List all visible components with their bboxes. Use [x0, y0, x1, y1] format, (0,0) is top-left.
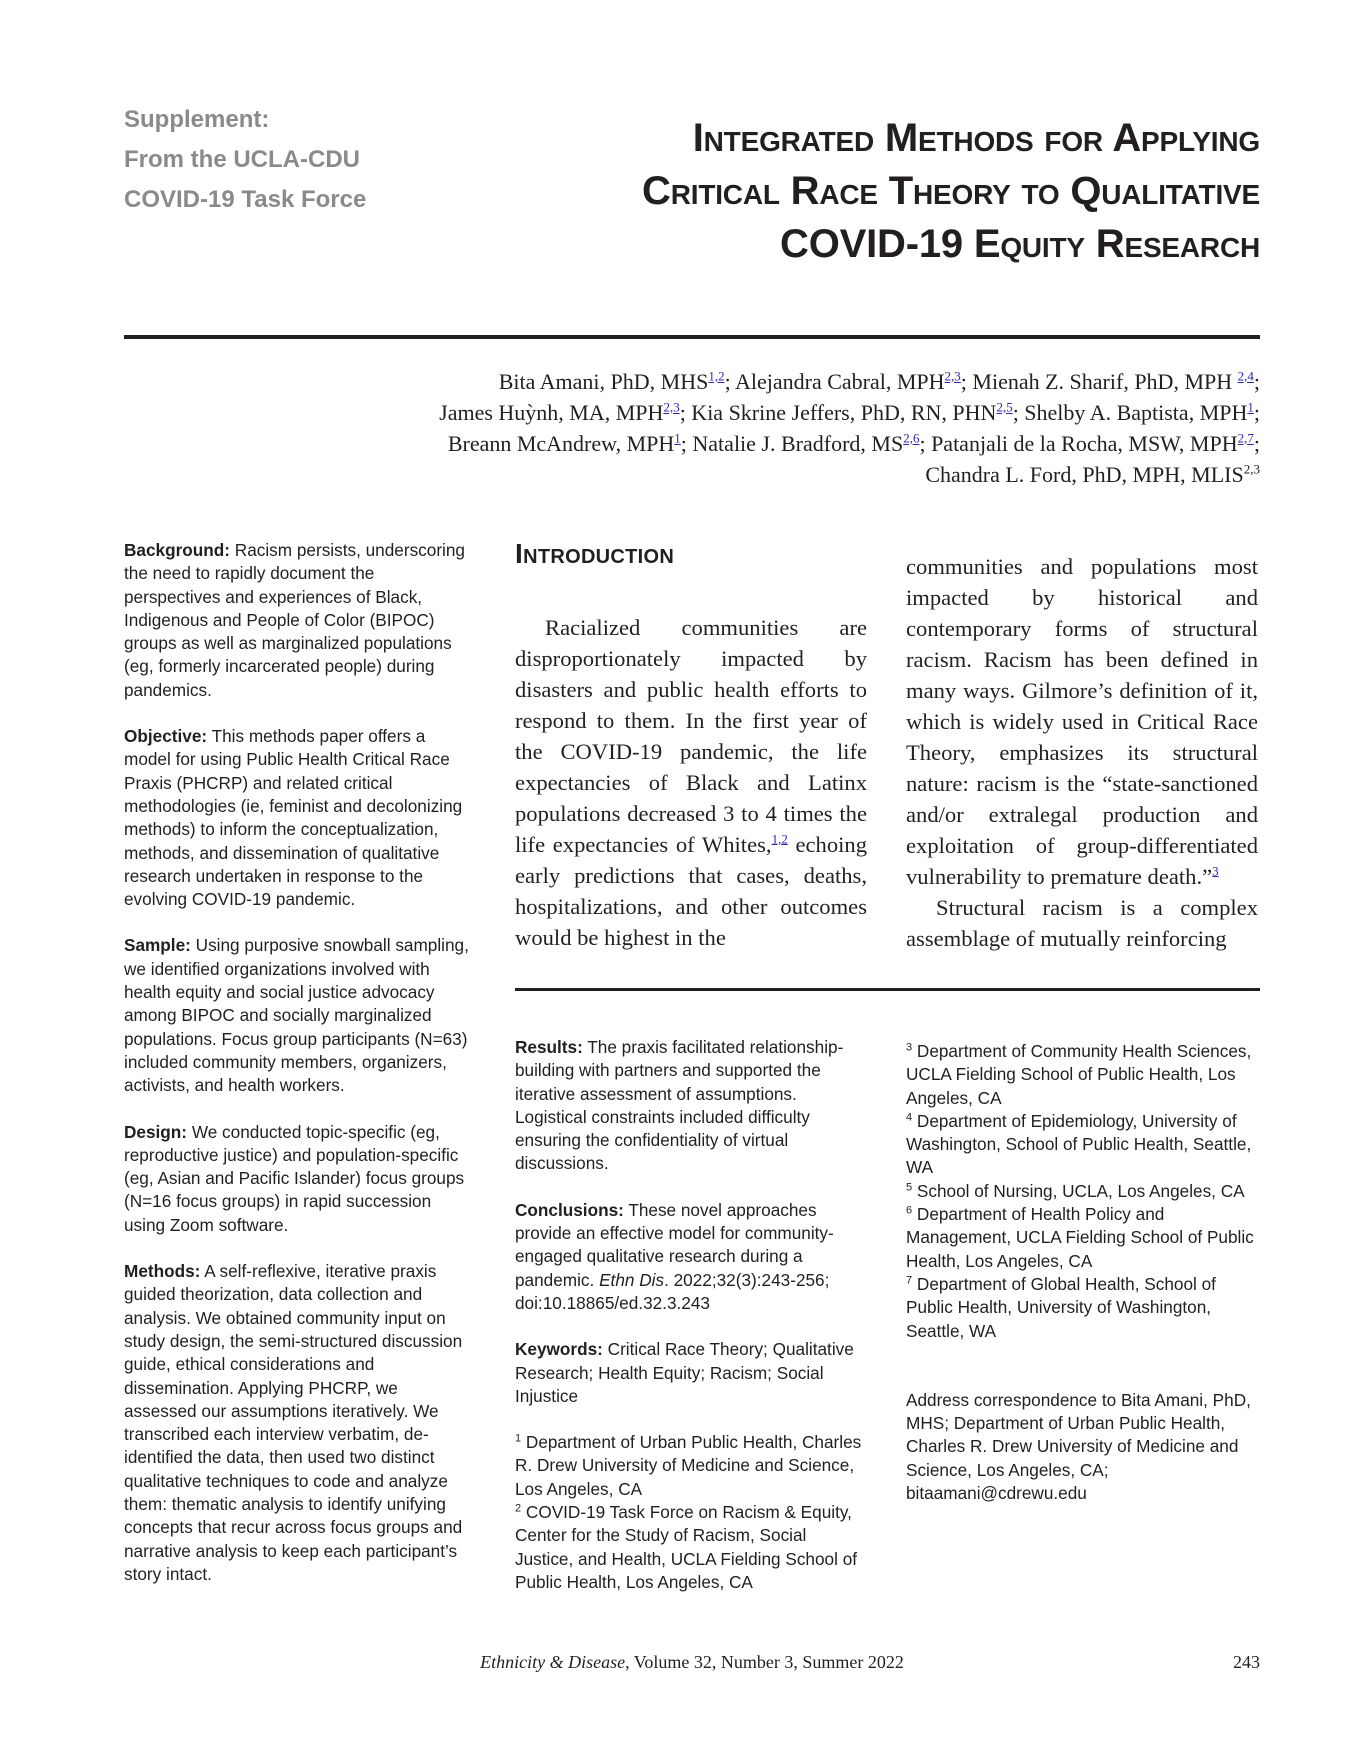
abstract-objective: Objective: This methods paper offers a model for using Public Health Critical Race Praxis (PHCRP) and related critical methodologies (ie, feminist and decolonizing methods) to inform the conceptualization, methods, and dissemination of qualitative research undertaken in response to the evolving COVID-19 pandemic.	[124, 726, 463, 910]
author-line: Breann McAndrew, MPH$^1$; Natalie J. Bradford, MS$^{2,6}$; Patanjali de la Rocha, MSW, MPH$^{2,7}$;	[447, 430, 1260, 456]
supplement-line: From the UCLA-CDU	[124, 146, 360, 173]
abstract-keywords: Keywords: Critical Race Theory; Qualitative Research; Health Equity; Racism; Social Injustice	[515, 1339, 854, 1406]
abstract-sample: Sample: Using purposive snowball sampling, we identified organizations involved with health equity and social justice advocacy among BIPOC and socially marginalized populations. Focus group participants (N=63) included community members, organizers, activists, and health workers.	[124, 935, 469, 1096]
affiliation-link[interactable]: 2,6	[903, 430, 920, 446]
supplement-line: Supplement:	[124, 106, 270, 133]
affiliation-note: $^4$ Department of Epidemiology, University of Washington, School of Public Health, Seattle, WA	[906, 1110, 1252, 1178]
affiliation-list	[515, 1431, 867, 1594]
affiliation-link[interactable]: 2,4	[1237, 368, 1254, 384]
author-line: Bita Amani, PhD, MHS$^{1,2}$; Alejandra Cabral, MPH$^{2,3}$; Mienah Z. Sharif, PhD, MPH $^{2,4}$;	[498, 368, 1260, 394]
affiliation-link[interactable]: 1	[674, 430, 681, 446]
affiliation-link[interactable]: 2,3	[663, 399, 680, 415]
body-text: echoing early predictions that cases, deaths, hospitalizations, and other outcomes would be highest in the	[515, 832, 867, 950]
abstract-background: Background: Racism persists, underscoring the need to rapidly document the perspectives and experiences of Black, Indigenous and People of Color (BIPOC) groups as well as marginalized populations (eg, formerly incarcerated people) during pandemics.	[124, 540, 465, 700]
page-footer	[124, 1652, 1260, 1673]
page-number: 243	[1233, 1652, 1260, 1672]
article-title	[540, 112, 1260, 271]
affiliation-link[interactable]: 1,2	[708, 368, 725, 384]
abstract-methods: Methods: A self-reflexive, iterative praxis guided theorization, data collection and analysis. We obtained community input on study design, the semi-structured discussion guide, ethical considerations and dissemination. Applying PHCRP, we assessed our assumptions iteratively. We transcribed each interview verbatim, de-identified the data, then used two distinct qualitative techniques to code and analyze them: thematic analysis to identify unifying concepts that recur across focus groups and narrative analysis to keep each participant’s story intact.	[124, 1261, 463, 1584]
abstract-continued	[515, 1036, 867, 1594]
citation-link[interactable]: 3	[1212, 863, 1219, 879]
affiliation-note: $^6$ Department of Health Policy and Management, UCLA Fielding School of Public Health, Los Angeles, CA	[906, 1204, 1254, 1271]
title-line: Critical Race Theory to Qualitative	[642, 169, 1260, 213]
affiliation-note: $^7$ Department of Global Health, School of Public Health, University of Washington, Seattle, WA	[906, 1273, 1216, 1341]
body-text: Structural racism is a complex assemblage of mutually reinforcing	[906, 895, 1258, 951]
author-list	[260, 366, 1260, 490]
affiliation-link[interactable]: 2,7	[1237, 430, 1254, 446]
affiliation-note: $^2$ COVID-19 Task Force on Racism & Equity, Center for the Study of Racism, Social Justice, and Health, UCLA Fielding School of Public Health, Los Angeles, CA	[515, 1502, 858, 1592]
affiliations-column	[906, 1040, 1258, 1505]
abstract-conclusions: Conclusions: These novel approaches provide an effective model for community-engaged qualitative research during a pandemic. Ethn Dis. 2022;32(3):243-256; doi:10.18865/ed.32.3.243	[515, 1199, 834, 1313]
section-divider	[515, 988, 1260, 991]
title-line: Integrated Methods for Applying	[692, 116, 1260, 160]
abstract-design: Design: We conducted topic-specific (eg, reproductive justice) and population-specific (eg, Asian and Pacific Islander) focus groups (N=16 focus groups) in rapid succession using Zoom software.	[124, 1121, 465, 1235]
body-text-column	[906, 551, 1258, 954]
affiliation-note: $^5$ School of Nursing, UCLA, Los Angeles, CA	[906, 1180, 1245, 1201]
title-line: COVID-19 Equity Research	[780, 222, 1260, 266]
affiliation-sup: 2,3	[1243, 461, 1260, 477]
body-text: communities and populations most impacted by historical and contemporary forms of structural racism. Racism has been defined in many ways. Gilmore’s definition of it, which is widely used in Critical Race Theory, emphasizes its structural nature: racism is the “state-sanctioned and/or extralegal production and exploitation of group-differentiated vulnerability to premature death.”	[906, 554, 1258, 889]
body-text-column: Racialized communities are disproportionately impacted by disasters and public health efforts to respond to them. In the first year of the COVID-19 pandemic, the life expectancies of Black and Latinx populations decreased 3 to 4 times the life expectancies of Whites,$^{1,2}$ echoing early predictions that cases, deaths, hospitalizations, and other outcomes would be highest in the	[515, 615, 867, 950]
footer-citation: Ethnicity & Disease, Volume 32, Number 3, Summer 2022	[480, 1652, 904, 1672]
header-divider	[124, 335, 1260, 339]
affiliation-link[interactable]: 1	[1247, 399, 1254, 415]
affiliation-note: $^1$ Department of Urban Public Health, Charles R. Drew University of Medicine and Science, Los Angeles, CA	[515, 1432, 862, 1499]
supplement-line: COVID-19 Task Force	[124, 186, 367, 213]
author-line: James Huỳnh, MA, MPH$^{2,3}$; Kia Skrine Jeffers, PhD, RN, PHN$^{2,5}$; Shelby A. Baptista, MPH$^1$;	[439, 399, 1260, 425]
affiliation-link[interactable]: 2,3	[944, 368, 961, 384]
author-line: Chandra L. Ford, PhD, MPH, MLIS$^{2,3}$	[925, 461, 1260, 487]
section-heading: Introduction	[515, 538, 675, 569]
affiliation-note: $^3$ Department of Community Health Sciences, UCLA Fielding School of Public Health, Los Angeles, CA	[906, 1041, 1252, 1108]
citation-link[interactable]: 1,2	[771, 831, 788, 847]
correspondence-note: Address correspondence to Bita Amani, PhD, MHS; Department of Urban Public Health, Charles R. Drew University of Medicine and Science, Los Angeles, CA; bitaamani@cdrewu.edu	[906, 1389, 1251, 1504]
supplement-label	[124, 100, 454, 220]
abstract-column	[124, 539, 474, 1609]
abstract-results: Results: The praxis facilitated relationship-building with partners and supported the iterative assessment of assumptions. Logistical constraints included difficulty ensuring the confidentiality of virtual discussions.	[515, 1037, 844, 1174]
affiliation-link[interactable]: 2,5	[996, 399, 1013, 415]
